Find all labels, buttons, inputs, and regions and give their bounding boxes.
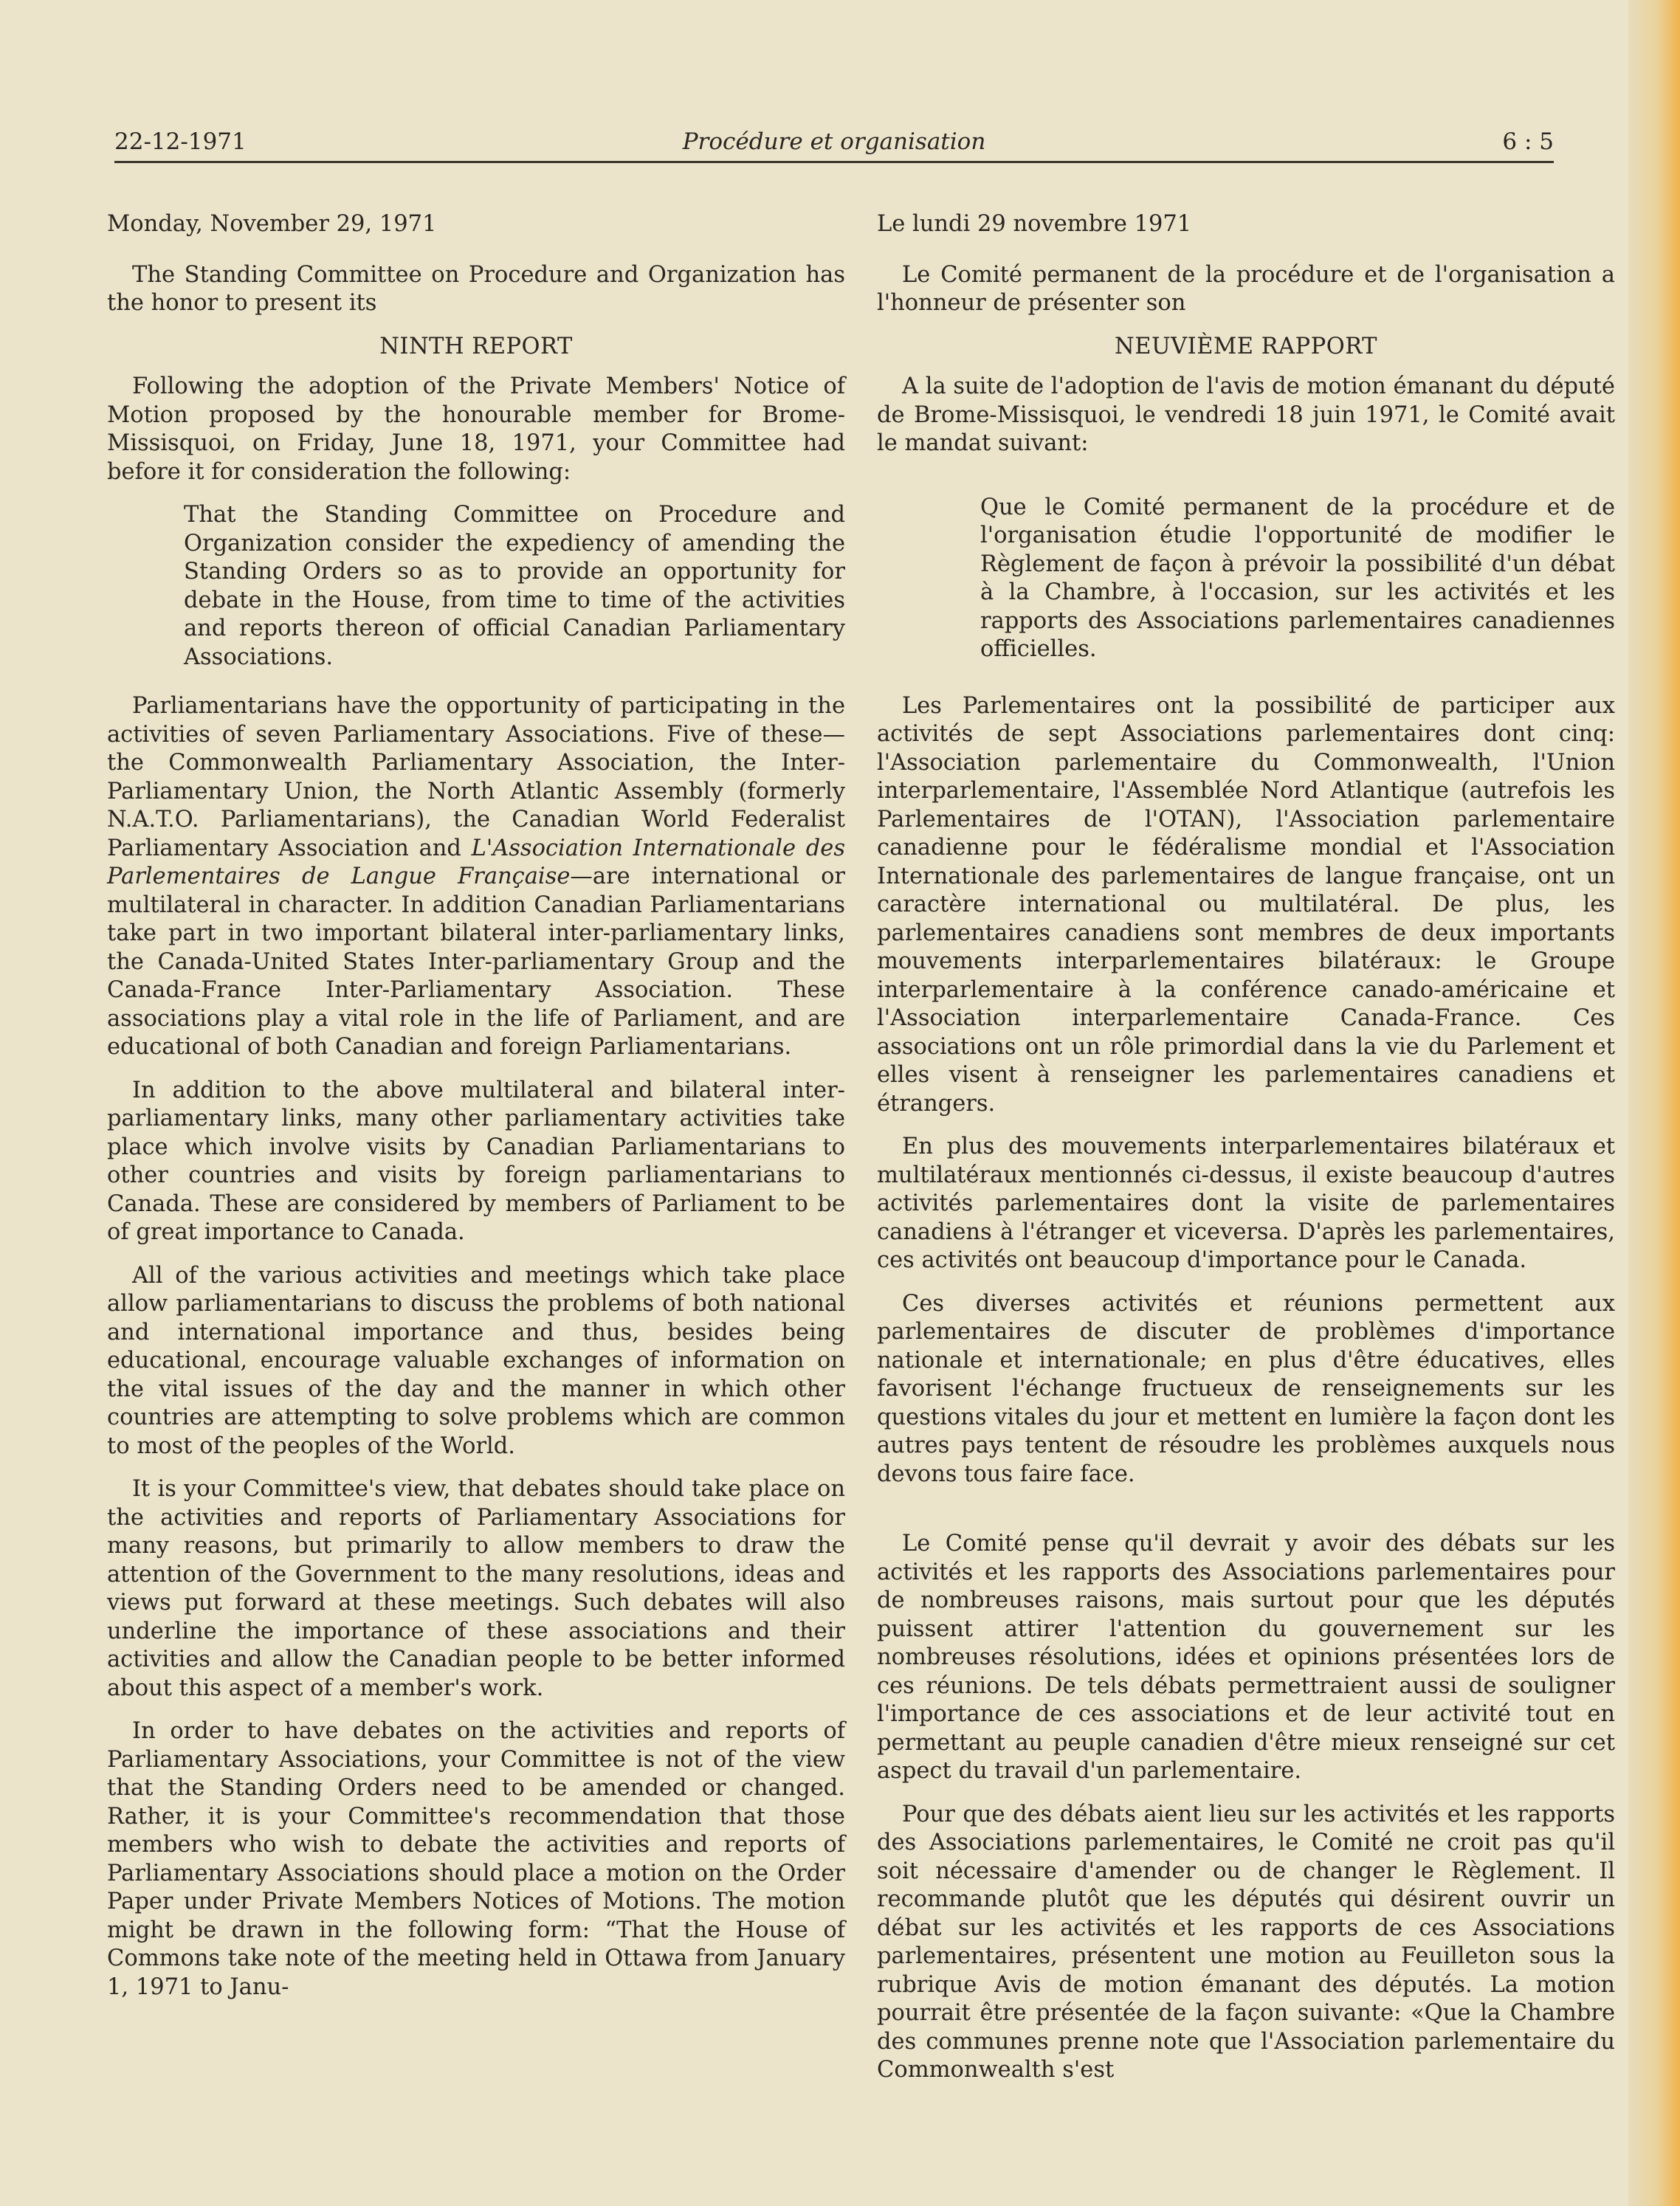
en-intro: The Standing Committee on Procedure and Organization has the honor to present its	[107, 261, 845, 316]
fr-intro: Le Comité permanent de la procédure et de l'organisation a l'honneur de présenter son	[877, 261, 1615, 316]
fr-paragraph-5: Le Comité pense qu'il devrait y avoir des débats sur les activités et les rapports des Associations parlementaires pour de nombreuses raisons, mais surtout pour que les députés puissent attirer l'attention du gouvernement sur les nombreuses résolutions, idées et opinions présentées lors de ces réunions. De tels débats permettraient aussi de souligner l'importance de ces associations et de leur activité tout en permettant au peuple canadien d'être mieux renseigné sur cet aspect du travail d'un parlementaire.	[877, 1531, 1615, 1784]
en-paragraph-3: In addition to the above multilateral and bilateral inter-parliamentary links, many other parliamentary activities take place which involve visits by Canadian Parliamentarians to other countries and visits by foreign parliamentarians to Canada. These are considered by members of Parliament to be of great importance to Canada.	[107, 1077, 845, 1245]
fr-spacer	[877, 1503, 1615, 1530]
en-association-name-italic: L'Association Internationale des Parlementaires de Langue Française	[107, 835, 845, 889]
en-paragraph-1: Following the adoption of the Private Members' Notice of Motion proposed by the honourable member for Brome-Missisquoi, on Friday, June 18, 1971, your Committee had before it for consideration the following:	[107, 373, 845, 485]
fr-report-title: NEUVIÈME RAPPORT	[1115, 333, 1377, 359]
en-paragraph-2-start: Parliamentarians have the opportunity of participating in the activities of seven Parliamentary Associations. Five of these—the Commonwealth Parliamentary Association, the Inter-Parliamentary Union, the North Atlantic Assembly (formerly N.A.T.O. Parliamentarians), the Canadian World Federalist Parliamentary Association and	[107, 693, 845, 861]
fr-quoted-motion: Que le Comité permanent de la procédure et de l'organisation étudie l'opportunité de modifier le Règlement de façon à prévoir la possibilité d'un débat à la Chambre, à l'occasion, sur les activités et les rapports des Associations parlementaires canadiennes officielles.	[980, 494, 1615, 662]
french-column	[877, 210, 1615, 2100]
fr-date: Le lundi 29 novembre 1971	[877, 211, 1192, 237]
en-quoted-motion: That the Standing Committee on Procedure and Organization consider the expediency of amending the Standing Orders so as to provide an opportunity for debate in the House, from time to time of the activities and reports thereon of official Canadian Parliamentary Associations.	[184, 502, 845, 670]
fr-paragraph-6: Pour que des débats aient lieu sur les activités et les rapports des Associations parlementaires, le Comité ne croit pas qu'il soit nécessaire d'amender ou de changer le Règlement. Il recommande plutôt que les députés qui désirent ouvrir un débat sur les activités et les rapports de ces Associations parlementaires, présentent une motion au Feuilleton sous la rubrique Avis de motion émanant des députés. La motion pourrait être présentée de la façon suivante: «Que la Chambre des communes prenne note que l'Association parlementaire du Commonwealth s'est	[877, 1801, 1615, 2083]
header-page-number: 6 : 5	[1502, 128, 1554, 155]
fr-paragraph-1: A la suite de l'adoption de l'avis de motion émanant du député de Brome-Missisquoi, le vendredi 18 juin 1971, le Comité avait le mandat suivant:	[877, 373, 1615, 456]
en-paragraph-2-end: —are international or multilateral in character. In addition Canadian Parliamentarians take part in two important bilateral inter-parliamentary links, the Canada-United States Inter-parliamentary Group and the Canada-France Inter-Parliamentary Association. These associations play a vital role in the life of Parliament, and are educational of both Canadian and foreign Parliamentarians.	[107, 864, 846, 1060]
en-paragraph-6: In order to have debates on the activities and reports of Parliamentary Associations, your Committee is not of the view that the Standing Orders need to be amended or changed. Rather, it is your Committee's recommendation that those members who wish to debate the activities and reports of Parliamentary Associations should place a motion on the Order Paper under Private Members Notices of Motions. The motion might be drawn in the following form: “That the House of Commons take note of the meeting held in Ottawa from January 1, 1971 to Janu-	[107, 1718, 845, 2000]
header-title: Procédure et organisation	[682, 128, 986, 155]
en-paragraph-5: It is your Committee's view, that debates should take place on the activities and reports of Parliamentary Associations for many reasons, but primarily to allow members to draw the attention of the Government to the many resolutions, ideas and views put forward at these meetings. Such debates will also underline the importance of these associations and their activities and allow the Canadian people to be better informed about this aspect of a member's work.	[107, 1476, 845, 1701]
english-column	[107, 210, 845, 2016]
page-header	[114, 124, 1554, 163]
page-edge	[1628, 0, 1680, 2206]
en-paragraph-4: All of the various activities and meetings which take place allow parliamentarians to discuss the problems of both national and international importance and thus, besides being educational, encourage valuable exchanges of information on the vital issues of the day and the manner in which other countries are attempting to solve problems which are common to most of the peoples of the World.	[107, 1262, 845, 1459]
fr-paragraph-3: En plus des mouvements interparlementaires bilatéraux et multilatéraux mentionnés ci-dessus, il existe beaucoup d'autres activités parlementaires dont la visite de parlementaires canadiens à l'étranger et viceversa. D'après les parlementaires, ces activités ont beaucoup d'importance pour le Canada.	[877, 1134, 1615, 1273]
en-paragraph-2	[107, 692, 845, 1062]
fr-paragraph-4: Ces diverses activités et réunions permettent aux parlementaires de discuter de problèmes d'importance nationale et internationale; en plus d'être éducatives, elles favorisent l'échange fructueux de renseignements sur les questions vitales du jour et mettent en lumière la façon dont les autres pays tentent de résoudre les problèmes auxquels nous devons tous faire face.	[877, 1290, 1615, 1487]
en-date: Monday, November 29, 1971	[107, 211, 437, 237]
fr-paragraph-2: Les Parlementaires ont la possibilité de participer aux activités de sept Associations parlementaires dont cinq: l'Association parlementaire du Commonwealth, l'Union interparlementaire, l'Assemblée Nord Atlantique (autrefois les Parlementaires de l'OTAN), l'Association parlementaire canadienne pour le fédéralisme mondial et l'Association Internationale des parlementaires de langue française, ont un caractère international ou multilatéral. De plus, les parlementaires canadiens sont membres de deux importants mouvements interparlementaires bilatéraux: le Groupe interparlementaire à la conférence canado-américaine et l'Association interparlementaire Canada-France. Ces associations ont un rôle primordial dans la vie du Parlement et elles visent à renseigner les parlementaires canadiens et étrangers.	[877, 692, 1615, 1117]
header-date: 22-12-1971	[114, 128, 247, 155]
en-report-title: NINTH REPORT	[379, 333, 573, 359]
